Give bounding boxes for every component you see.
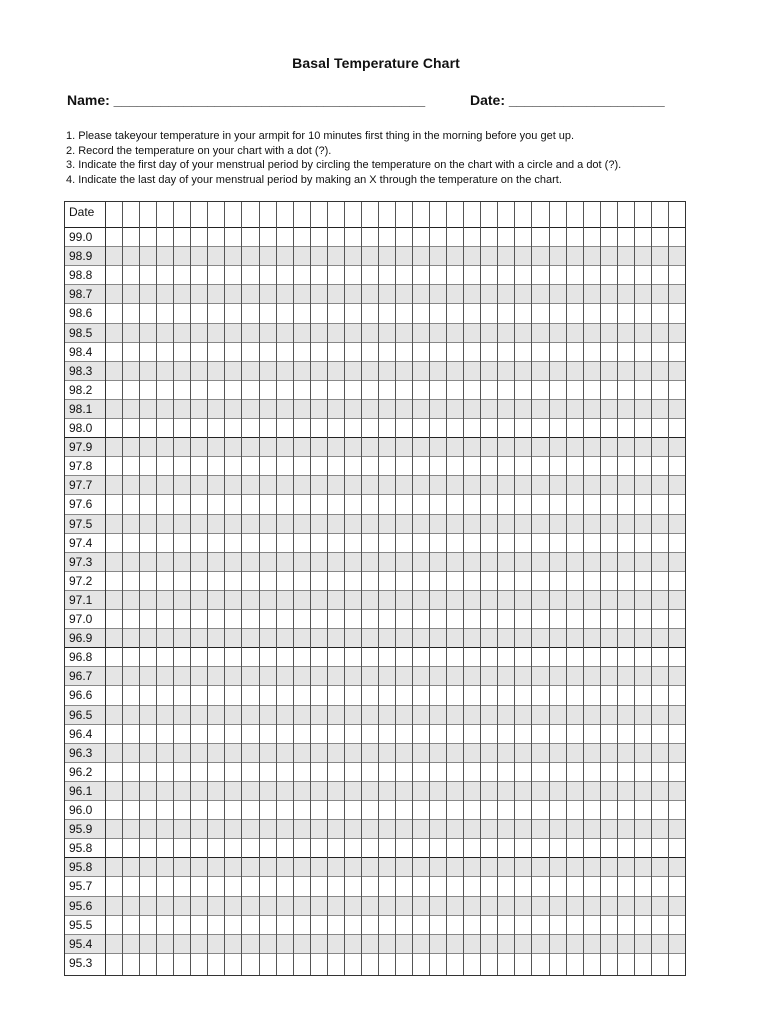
temperature-label: 98.5 [69, 325, 93, 340]
temperature-row [65, 838, 685, 857]
page-title: Basal Temperature Chart [292, 55, 460, 71]
temperature-label: 98.6 [69, 306, 93, 321]
day-column-divider [259, 202, 260, 975]
day-column-divider [617, 202, 618, 975]
temperature-label: 95.9 [69, 822, 93, 837]
instruction-2: 2. Record the temperature on your chart with a dot (?). [66, 144, 332, 157]
temperature-row [65, 475, 685, 494]
temperature-row [65, 876, 685, 895]
day-column-divider [514, 202, 515, 975]
temperature-label: 96.3 [69, 745, 93, 760]
day-column-divider [429, 202, 430, 975]
temperature-label: 98.0 [69, 421, 93, 435]
temperature-row [65, 896, 685, 915]
day-column-divider [480, 202, 481, 975]
temperature-row [65, 533, 685, 552]
temperature-label: 98.7 [69, 287, 93, 302]
temperature-label: 95.8 [69, 841, 93, 856]
day-column-divider [173, 202, 174, 975]
day-column-divider [412, 202, 413, 975]
day-column-divider [446, 202, 447, 975]
day-column-divider [566, 202, 567, 975]
day-column-divider [378, 202, 379, 975]
temperature-label: 95.3 [69, 955, 93, 970]
temperature-row [65, 953, 685, 972]
day-column-divider [651, 202, 652, 975]
temperature-row [65, 724, 685, 743]
temperature-label: 97.9 [69, 440, 93, 455]
temperature-label: 98.1 [69, 401, 93, 416]
temperature-row [65, 762, 685, 781]
temperature-label: 98.4 [69, 344, 93, 359]
day-column-divider [531, 202, 532, 975]
temperature-label: 99.0 [69, 230, 93, 244]
temperature-row [65, 437, 685, 456]
temperature-row [65, 571, 685, 590]
temperature-row [65, 705, 685, 724]
instruction-4: 4. Indicate the last day of your menstrual period by making an X through the temperature on the chart. [66, 173, 562, 186]
instruction-3: 3. Indicate the first day of your menstrual period by circling the temperature on the chart with a circle and a dot (?). [66, 159, 622, 172]
temperature-label: 95.4 [69, 936, 93, 951]
temperature-row [65, 342, 685, 361]
temperature-label: 96.8 [69, 650, 93, 665]
temperature-row [65, 743, 685, 762]
day-column-divider [583, 202, 584, 975]
temperature-label: 97.2 [69, 573, 93, 588]
name-field[interactable]: Name: ________________________________________ [67, 92, 426, 108]
temperature-row [65, 399, 685, 418]
temperature-label: 97.4 [69, 535, 93, 550]
temperature-row [65, 284, 685, 303]
temperature-row [65, 380, 685, 399]
day-column-divider [497, 202, 498, 975]
temperature-row [65, 819, 685, 838]
temperature-row [65, 246, 685, 265]
label-column-divider [105, 202, 106, 975]
temperature-row [65, 647, 685, 666]
day-column-divider [122, 202, 123, 975]
day-column-divider [156, 202, 157, 975]
instruction-1: 1. Please takeyour temperature in your armpit for 10 minutes first thing in the morning before you get up. [66, 130, 575, 142]
temperature-row [65, 685, 685, 704]
temperature-row [65, 666, 685, 685]
temperature-row [65, 628, 685, 647]
date-field[interactable]: Date: ____________________ [470, 92, 665, 108]
day-column-divider [668, 202, 669, 975]
temperature-row [65, 590, 685, 609]
temperature-label: 96.4 [69, 726, 93, 741]
temperature-label: 98.9 [69, 249, 93, 264]
instructions [66, 129, 621, 187]
temperature-label: 97.8 [69, 459, 93, 474]
day-column-divider [549, 202, 550, 975]
temperature-row [65, 361, 685, 380]
temperature-label: 98.2 [69, 382, 93, 397]
temperature-label: 96.5 [69, 707, 93, 722]
day-column-divider [361, 202, 362, 975]
temperature-label: 96.0 [69, 803, 93, 817]
temperature-label: 97.6 [69, 497, 93, 512]
temperature-label: 96.7 [69, 669, 93, 684]
day-column-divider [293, 202, 294, 975]
temperature-label: 96.2 [69, 764, 93, 779]
day-column-divider [395, 202, 396, 975]
date-header-row [65, 202, 685, 227]
temperature-row [65, 934, 685, 953]
temperature-grid [64, 201, 686, 976]
temperature-row [65, 456, 685, 475]
temperature-row [65, 227, 685, 246]
temperature-row [65, 265, 685, 284]
temperature-label: 97.5 [69, 516, 93, 531]
temperature-row [65, 857, 685, 876]
day-column-divider [310, 202, 311, 975]
temperature-row [65, 781, 685, 800]
day-column-divider [241, 202, 242, 975]
temperature-label: 95.5 [69, 917, 93, 932]
temperature-row [65, 303, 685, 322]
temperature-row [65, 323, 685, 342]
day-column-divider [224, 202, 225, 975]
temperature-row [65, 514, 685, 533]
day-column-divider [139, 202, 140, 975]
day-column-divider [600, 202, 601, 975]
temperature-row [65, 609, 685, 628]
day-column-divider [327, 202, 328, 975]
temperature-row [65, 915, 685, 934]
temperature-label: 96.1 [69, 783, 93, 798]
day-column-divider [634, 202, 635, 975]
day-column-divider [207, 202, 208, 975]
day-column-divider [190, 202, 191, 975]
temperature-label: 96.9 [69, 631, 93, 646]
temperature-row [65, 418, 685, 437]
temperature-label: 95.7 [69, 879, 93, 894]
temperature-label: 97.3 [69, 554, 93, 569]
temperature-label: 96.6 [69, 688, 93, 703]
temperature-label: 97.7 [69, 478, 93, 493]
temperature-label: 95.6 [69, 898, 93, 913]
temperature-label: 95.8 [69, 860, 93, 875]
temperature-label: 98.8 [69, 268, 93, 283]
temperature-label: 98.3 [69, 363, 93, 378]
day-column-divider [463, 202, 464, 975]
temperature-row [65, 494, 685, 513]
day-column-divider [344, 202, 345, 975]
temperature-label: 97.0 [69, 612, 93, 626]
temperature-row [65, 800, 685, 819]
day-column-divider [276, 202, 277, 975]
date-header-label: Date [69, 205, 95, 219]
temperature-label: 97.1 [69, 592, 93, 607]
temperature-row [65, 552, 685, 571]
